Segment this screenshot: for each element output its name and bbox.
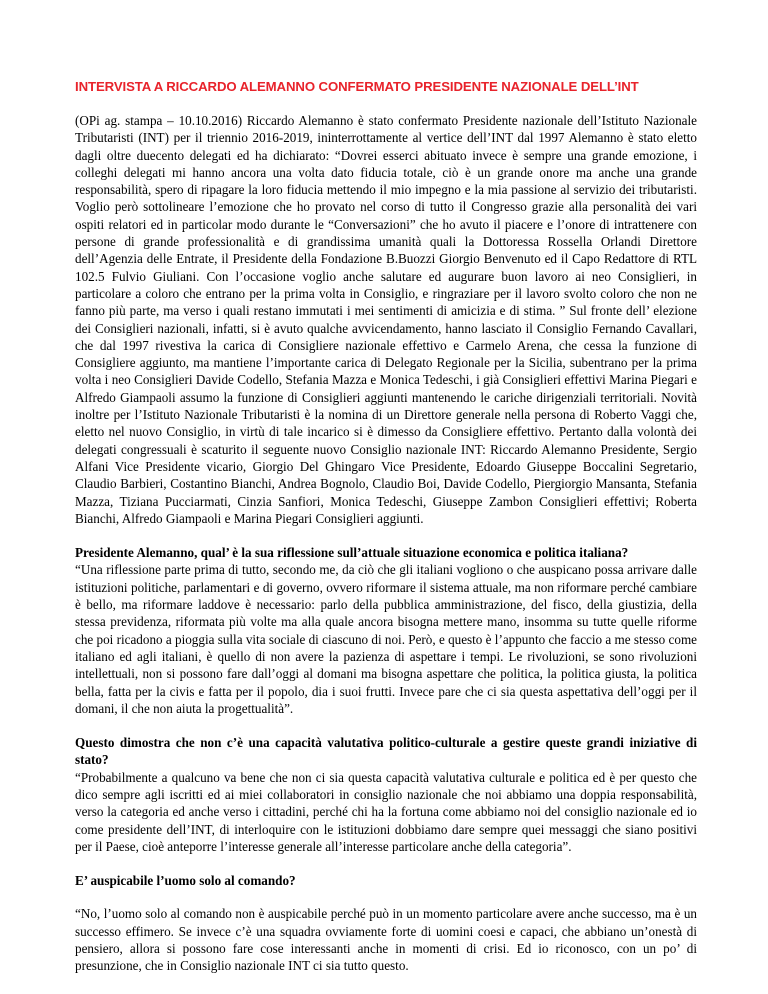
spacer (75, 717, 697, 734)
document-page (75, 79, 697, 975)
question-3: E’ auspicabile l’uomo solo al comando? (75, 873, 296, 889)
question-2: Questo dimostra che non c’è una capacità valutativa politico-culturale a gestire queste grandi iniziative di stato? (75, 735, 697, 768)
question-1: Presidente Alemanno, qual’ è la sua riflessione sull’attuale situazione economica e politica italiana? (75, 545, 629, 561)
spacer (75, 889, 697, 905)
article-title: INTERVISTA A RICCARDO ALEMANNO CONFERMATO PRESIDENTE NAZIONALE DELL’INT (75, 79, 639, 94)
answer-3: “No, l’uomo solo al comando non è auspicabile perché può in un momento particolare avere anche successo, ma è un successo effimero. Se invece c’è una squadra ovviamente forte di uomini coesi e capaci, che abbiano un’onestà di pensiero, allora si possono fare cose interessanti anche in momenti di crisi. Ed io riconosco, con un po’ di presunzione, che in Consiglio nazionale INT ci sia tutto questo. (75, 906, 697, 974)
answer-1: “Una riflessione parte prima di tutto, secondo me, da ciò che gli italiani vogliono o che auspicano possa arrivare dalle istituzioni politiche, parlamentari e di governo, ovvero riformare il sistema attuale, ma non riformare perché cambiare è bello, ma riformare laddove è necessario: parlo della pubblica amministrazione, del fisco, della giustizia, della stessa previdenza, riformata più volte ma alla quale ancora bisogna mettere mano, insomma su tutte quelle riforme che poi ricadono a pioggia sulla vita sociale di ciascuno di noi. Però, e questo è l’appunto che faccio a me stesso come italiano ed agli italiani, è quello di non avere la pazienza di aspettare i tempi. Le rivoluzioni, se sono rivoluzioni intellettuali, non si possono fare dall’oggi al domani ma bisogna aspettare che politica, la politica giusta, la politica bella, fatta per la civis e fatta per il popolo, dia i suoi frutti. Invece pare che ci sia questa aspettativa dell’oggi per il domani, il che non aiuta la progettualità”. (75, 562, 697, 716)
intro-paragraph: (OPi ag. stampa – 10.10.2016) Riccardo Alemanno è stato confermato Presidente nazionale dell’Istituto Nazionale Tributaristi (INT) per il triennio 2016-2019, ininterrottamente al vertice dell’INT dal 1997 Alemanno è stato eletto dagli oltre duecento delegati ed ha dichiarato: “Dovrei esserci abituato invece è sempre una grande emozione, i colleghi delegati mi hanno ancora una volta dato fiducia totale, ciò è un grande onore ma anche una grande responsabilità, spero di ripagare la loro fiducia mettendo il mio impegno e la mia passione al servizio dei tributaristi. Voglio però sottolineare l’emozione che ho provato nel corso di tutto il Congresso grazie alla personalità dei vari ospiti relatori ed in particolar modo durante le “Conversazioni” che ho avuto il piacere e l’onore di intrattenere con persone di grande professionalità e di grandissima umanità quali la Dottoressa Rossella Orlandi Direttore dell’Agenzia delle Entrate, il Presidente della Fondazione B.Buozzi Giorgio Benvenuto ed il Capo Redattore di RTL 102.5 Fulvio Giuliani. Con l’occasione voglio anche salutare ed augurare buon lavoro ai neo Consiglieri, in particolare a coloro che entrano per la prima volta in Consiglio, e ringraziare per il lavoro svolto coloro che non ne fanno più parte, ma verso i quali restano immutati i mei sentimenti di amicizia e di stima. ” Sul fronte dell’ elezione dei Consiglieri nazionali, infatti, si è avuto qualche avvicendamento, hanno lasciato il Consiglio Fernando Cavallari, che dal 1997 rivestiva la carica di Consigliere nazionale effettivo e Carmelo Arena, che cessa la funzione di Consigliere aggiunto, ma mantiene l’importante carica di Delegato Regionale per la Sicilia, subentrano per la prima volta i neo Consiglieri Davide Codello, Stefania Mazza e Monica Tedeschi, i già Consiglieri effettivi Marina Piegari e Alfredo Giampaoli assumo la funzione di Consiglieri aggiunti mantenendo le cariche dirigenziali territoriali. Novità inoltre per l’Istituto Nazionale Tributaristi è la nomina di un Direttore generale nella persona di Roberto Vaggi che, eletto nel nuovo Consiglio, in virtù di tale incarico si è dimesso da Consigliere effettivo. Pertanto dalla volontà dei delegati congressuali è scaturito il seguente nuovo Consiglio nazionale INT: Riccardo Alemanno Presidente, Sergio Alfani Vice Presidente vicario, Giorgio Del Ghingaro Vice Presidente, Edoardo Giuseppe Boccalini Segretario, Claudio Barbieri, Costantino Bianchi, Andrea Bognolo, Claudio Boi, Davide Codello, Piergiorgio Mansanta, Stefania Mazza, Tiziana Pucciarmati, Cinzia Sanfiori, Monica Tedeschi, Giuseppe Zambon Consiglieri effettivi; Roberta Bianchi, Alfredo Giampaoli e Marina Piegari Consiglieri aggiunti. (75, 113, 697, 526)
answer-2: “Probabilmente a qualcuno va bene che non ci sia questa capacità valutativa culturale e politica ed è per questo che dico sempre agli iscritti ed ai miei collaboratori in consiglio nazionale che noi abbiamo una doppia responsabilità, verso la categoria ed anche verso i cittadini, perché chi ha la fortuna come abbiamo noi del consiglio nazionale ed io come presidente dell’INT, di interloquire con le istituzioni dobbiamo dare sempre quei messaggi che siano positivi per il Paese, cioè anteporre l’interesse generale all’interesse particolare anche della categoria”. (75, 769, 697, 854)
spacer (75, 527, 697, 544)
spacer (75, 855, 697, 872)
